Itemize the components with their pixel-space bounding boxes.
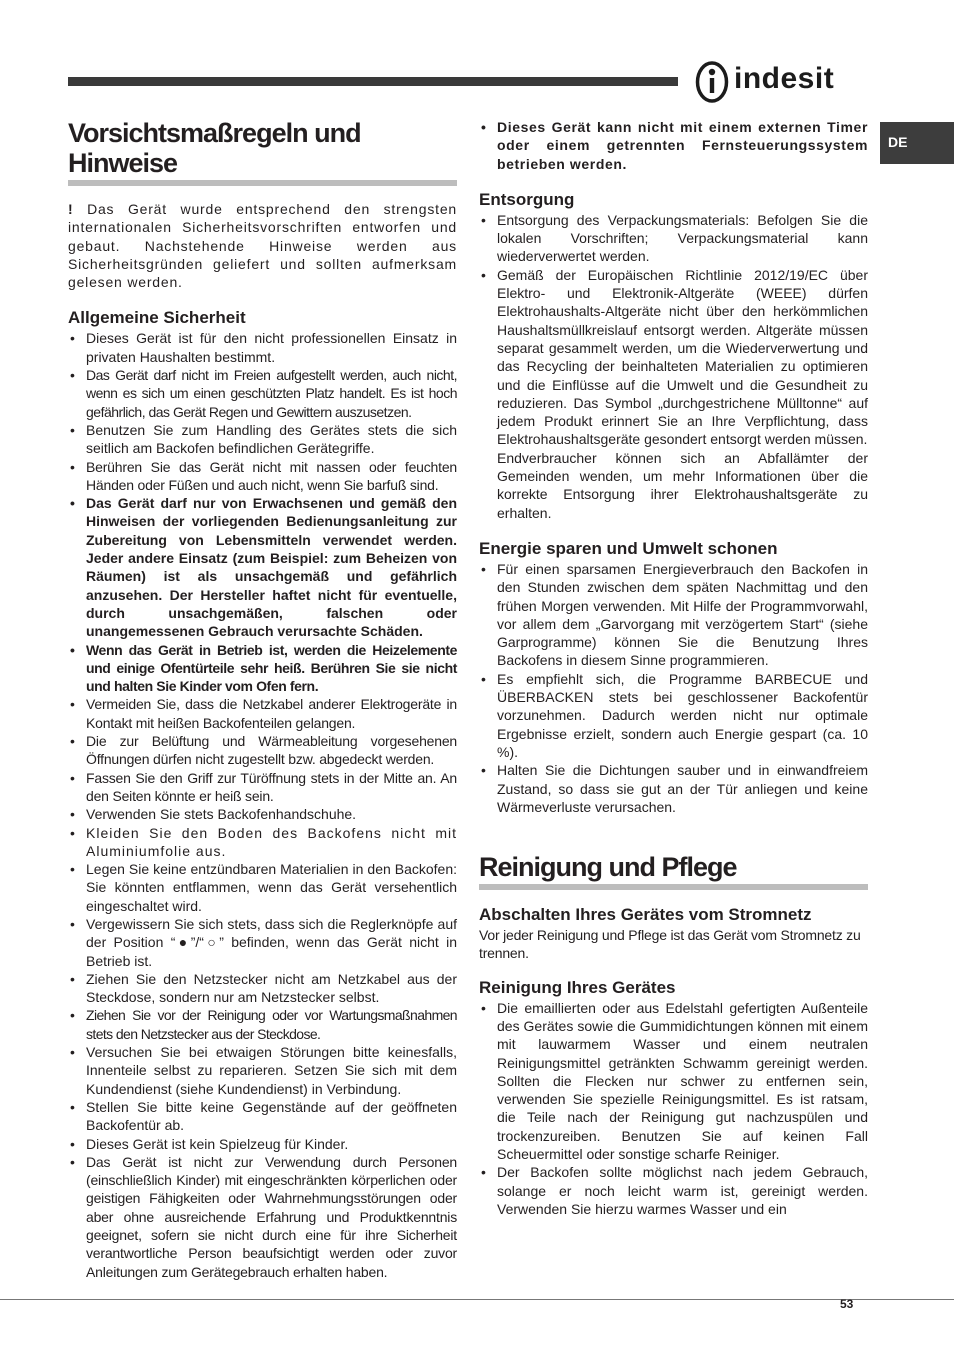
list-item: • Verwenden Sie stets Backofenhandschuhe.	[68, 805, 457, 823]
list-item: • Die emaillierten oder aus Edelstahl gefertigten Außenteile des Gerätes sowie die Gummidichtungen können mit einem mit lauwarmem Wasser und einem neutralen Reinigungsmittel getränkten Schwamm gereinigt werden. Sollten die Flecken nur schwer zu entfernen sein, verwenden Sie spezielle Reinigungsmittel. Es ist ratsam, die Teile nach der Reinigung gut nachzuspülen und trockenzureiben. Benutzen Sie auf keinen Fall Scheuermittel oder sonstige scharfe Reiniger.	[479, 999, 868, 1164]
safety-list	[68, 329, 457, 1280]
list-item: • Dieses Gerät ist kein Spielzeug für Kinder.	[68, 1135, 457, 1153]
remote-list	[479, 118, 868, 173]
list-item: • Dieses Gerät ist für den nicht professionellen Einsatz in privaten Haushalten bestimmt.	[68, 329, 457, 366]
list-item: • Vermeiden Sie, dass die Netzkabel anderer Elektrogeräte in Kontakt mit heißen Backofenteilen gelangen.	[68, 695, 457, 732]
intro-paragraph	[68, 200, 457, 291]
list-item: • Kleiden Sie den Boden des Backofens nicht mit Aluminiumfolie aus.	[68, 824, 457, 861]
section-heading-safety: Allgemeine Sicherheit	[68, 308, 246, 328]
disposal-note: Endverbraucher können sich an Abfallämter der Gemeinden wenden, um mehr Informationen über die korrekte Entsorgung ihrer Elektrohaushaltsgeräte zu erhalten.	[497, 449, 868, 521]
list-item: • Halten Sie die Dichtungen sauber und in einwandfreiem Zustand, so dass sie gut an der Tür anliegen und keine Wärmeverluste verursachen.	[479, 761, 868, 816]
list-item: • Legen Sie keine entzündbaren Materialien in den Backofen: Sie könnten entflammen, wenn das Gerät versehentlich eingeschaltet wird.	[68, 860, 457, 915]
list-item: • Stellen Sie bitte keine Gegenstände auf der geöffneten Backofentür ab.	[68, 1098, 457, 1135]
care-title: Reinigung und Pflege	[479, 852, 868, 890]
footer-rule	[0, 1299, 954, 1300]
list-item: • Versuchen Sie bei etwaigen Störungen bitte keinesfalls, Innenteile selbst zu reparieren. Setzen Sie sich mit dem Kundendienst (siehe Kundendienst) in Verbindung.	[68, 1043, 457, 1098]
list-item: • Entsorgung des Verpackungsmaterials: Befolgen Sie die lokalen Vorschriften; Verpackungsmaterial kann wiederverwertet werden.	[479, 211, 868, 266]
list-item: • Der Backofen sollte möglichst nach jedem Gebrauch, solange er noch leicht warm ist, gereinigt werden. Verwenden Sie hierzu warmes Wasser und ein	[479, 1163, 868, 1218]
intro-text: Das Gerät wurde entsprechend den strengsten internationalen Sicherheitsvorschriften entworfen und gebaut. Nachstehende Hinweise werden aus Sicherheitsgründen geliefert und sollten aufmerksam gelesen werden.	[68, 201, 457, 291]
section-heading-power: Abschalten Ihres Gerätes vom Stromnetz	[479, 905, 812, 925]
list-item: • Wenn das Gerät in Betrieb ist, werden die Heizelemente und einige Ofentürteile sehr heiß. Berühren Sie sie nicht und halten Sie Kinder vom Ofen fern.	[68, 641, 457, 696]
right-column	[479, 118, 868, 1218]
list-item: • Die zur Belüftung und Wärmeableitung vorgesehenen Öffnungen dürfen nicht zugestellt bzw. abgedeckt werden.	[68, 732, 457, 769]
disposal-list	[479, 211, 868, 449]
header-rule	[68, 77, 678, 86]
list-item: • Das Gerät ist nicht zur Verwendung durch Personen (einschließlich Kinder) mit eingeschränkten körperlichen oder geistigen Fähigkeiten oder Wahrnehmungsstörungen oder aber ohne ausreichende Erfahrung und Produktkenntnis geeignet, sofern sie nicht durch eine für ihre Sicherheit verantwortliche Person beaufsichtigt werden oder zuvor Anleitungen zum Gerätegebrauch erhalten haben.	[68, 1153, 457, 1281]
list-item: • Benutzen Sie zum Handling des Gerätes stets die sich seitlich am Backofen befindlichen Gerätegriffe.	[68, 421, 457, 458]
brand-name: indesit	[734, 62, 835, 95]
list-item: • Das Gerät darf nur von Erwachsenen und gemäß den Hinweisen der vorliegenden Bedienungsanleitung zur Zubereitung von Lebensmitteln verwendet werden. Jeder andere Einsatz (zum Beispiel: zum Beheizen von Räumen) ist als unsachgemäß und gefährlich anzusehen. Der Hersteller haftet nicht für eventuelle, durch unsachgemäßen, falschen oder unangemessenen Gebrauch verursachte Schäden.	[68, 494, 457, 640]
section-heading-cleaning: Reinigung Ihres Gerätes	[479, 977, 676, 997]
list-item: • Das Gerät darf nicht im Freien aufgestellt werden, auch nicht, wenn es sich um einen geschützten Platz handelt. Es ist hoch gefährlich, das Gerät Regen und Gewittern auszusetzen.	[68, 366, 457, 421]
section-heading-energy: Energie sparen und Umwelt schonen	[479, 538, 778, 558]
list-item: • Für einen sparsamen Energieverbrauch den Backofen in den Stunden zwischen dem späten Nachmittag und den frühen Morgen verwenden. Mit Hilfe der Programmvorwahl, vor allem dem „Garvorgang mit verzögertem Start“ (siehe Garprogramme) können Sie die Benutzung Ihres Backofens in diesem Sinne programmieren.	[479, 560, 868, 670]
list-item: • Berühren Sie das Gerät nicht mit nassen oder feuchten Händen oder Füßen und auch nicht, wenn Sie barfuß sind.	[68, 458, 457, 495]
list-item: • Gemäß der Europäischen Richtlinie 2012/19/EC über Elektro- und Elektronik-Altgeräte (WEEE) dürfen Elektrohaushalts-Altgeräte nicht über den herkömmlichen Haushaltsmüllkreislauf entsorgt werden. Altgeräte müssen separat gesammelt werden, um die Wiederverwertung und das Recycling der beinhalteten Materialien zu optimieren und die Einflüsse auf die Umwelt und die Gesundheit zu reduzieren. Das Symbol „durchgestrichene Mülltonne“ auf jedem Produkt erinnert Sie an Ihre Verpflichtung, dass Elektrohaushaltsgeräte gesondert entsorgt werden müssen.	[479, 266, 868, 449]
indesit-logo	[694, 56, 869, 106]
warning-mark: !	[68, 201, 74, 217]
list-item: • Es empfiehlt sich, die Programme BARBECUE und ÜBERBACKEN stets bei geschlossener Backofentür vorzunehmen. Dadurch werden nicht nur optimale Ergebnisse erzielt, sondern auch Energie gespart (ca. 10 %).	[479, 670, 868, 761]
list-item: • Fassen Sie den Griff zur Türöffnung stets in der Mitte an. An den Seiten könnte er heiß sein.	[68, 769, 457, 806]
left-column	[68, 118, 457, 1281]
list-item: • Ziehen Sie vor der Reinigung oder vor Wartungsmaßnahmen stets den Netzstecker aus der Steckdose.	[68, 1006, 457, 1043]
cleaning-list	[479, 999, 868, 1219]
list-item: • Ziehen Sie den Netzstecker nicht am Netzkabel aus der Steckdose, sondern nur am Netzstecker selbst.	[68, 970, 457, 1007]
list-item: • Vergewissern Sie sich stets, dass sich die Reglerknöpfe auf der Position “●”/“○” befinden, wenn das Gerät nicht in Betrieb ist.	[68, 915, 457, 970]
page-number: 53	[840, 1297, 854, 1311]
logo-emblem-icon	[694, 56, 730, 104]
energy-list	[479, 560, 868, 816]
language-tab: DE	[880, 122, 954, 164]
list-item: • Dieses Gerät kann nicht mit einem externen Timer oder einem getrennten Fernsteuerungssystem betrieben werden.	[479, 118, 868, 173]
power-text: Vor jeder Reinigung und Pflege ist das Gerät vom Stromnetz zu trennen.	[479, 927, 861, 962]
section-heading-disposal: Entsorgung	[479, 189, 575, 209]
page-title: Vorsichtsmaßregeln und Hinweise	[68, 118, 457, 186]
